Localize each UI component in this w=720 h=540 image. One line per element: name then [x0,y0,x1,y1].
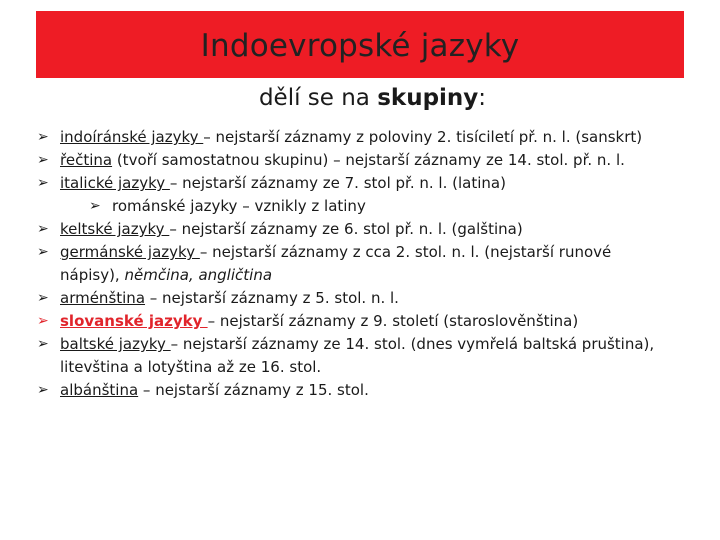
item-term: řečtina [60,151,113,169]
item-term: germánské jazyky [60,243,200,261]
item-term: arménština [60,289,146,307]
item-text-line2: litevština a lotyština až ze 16. stol. [60,358,322,376]
subtitle-bold: skupiny [377,85,479,111]
list-item-germanske [36,241,706,287]
list-item-rectina [36,149,706,172]
list-item-albanstina [36,379,706,402]
list-item-keltske [36,218,706,241]
item-text: (tvoří samostatnou skupinu) – nejstarší záznamy ze 14. stol. př. n. l. [112,151,625,169]
list-item-italicke [36,172,706,195]
item-text: – nejstarší záznamy ze 14. stol. (dnes vymřelá baltská pruština), [170,335,655,353]
list-item-indoiranske [36,126,706,149]
item-text-line2: nápisy), [60,266,125,284]
item-term: italické jazyky [60,174,170,192]
arrow-bullet-icon: ➢ [37,129,49,145]
item-text: – nejstarší záznamy z 15. stol. [138,381,369,399]
subtitle-suffix: : [478,85,487,111]
item-text: – nejstarší záznamy z 9. století (staroslověnština) [207,312,579,330]
list-subitem-romanske [36,195,706,218]
arrow-bullet-icon: ➢ [37,313,49,329]
arrow-bullet-icon: ➢ [37,290,49,306]
arrow-bullet-icon: ➢ [37,152,49,168]
item-term-highlighted: slovanské jazyky [60,312,208,330]
item-text: – nejstarší záznamy ze 7. stol př. n. l. (latina) [169,174,506,192]
arrow-bullet-icon: ➢ [37,336,49,352]
list-item-baltske [36,333,706,379]
arrow-bullet-icon: ➢ [89,198,101,214]
item-text-italic: němčina, angličtina [124,266,273,284]
item-term: indoíránské jazyky [60,128,204,146]
item-term: keltské jazyky [60,220,170,238]
item-text: románské jazyky – vznikly z latiny [112,197,366,215]
item-term: albánština [60,381,139,399]
item-term: baltské jazyky [60,335,171,353]
page-title: Indoevropské jazyky [200,27,520,64]
subtitle-prefix: dělí se na [258,85,378,111]
arrow-bullet-icon: ➢ [37,175,49,191]
arrow-bullet-icon: ➢ [37,244,49,260]
item-text: – nejstarší záznamy z poloviny 2. tisíciletí př. n. l. (sanskrt) [203,128,643,146]
language-list [36,126,706,402]
subtitle [0,85,720,111]
item-text: – nejstarší záznamy z cca 2. stol. n. l. (nejstarší runové [199,243,612,261]
list-item-slovanske [36,310,706,333]
arrow-bullet-icon: ➢ [37,382,49,398]
arrow-bullet-icon: ➢ [37,221,49,237]
item-text: – nejstarší záznamy z 5. stol. n. l. [145,289,399,307]
list-item-armenstina [36,287,706,310]
item-text: – nejstarší záznamy ze 6. stol př. n. l. (galština) [169,220,523,238]
title-banner [36,11,684,78]
